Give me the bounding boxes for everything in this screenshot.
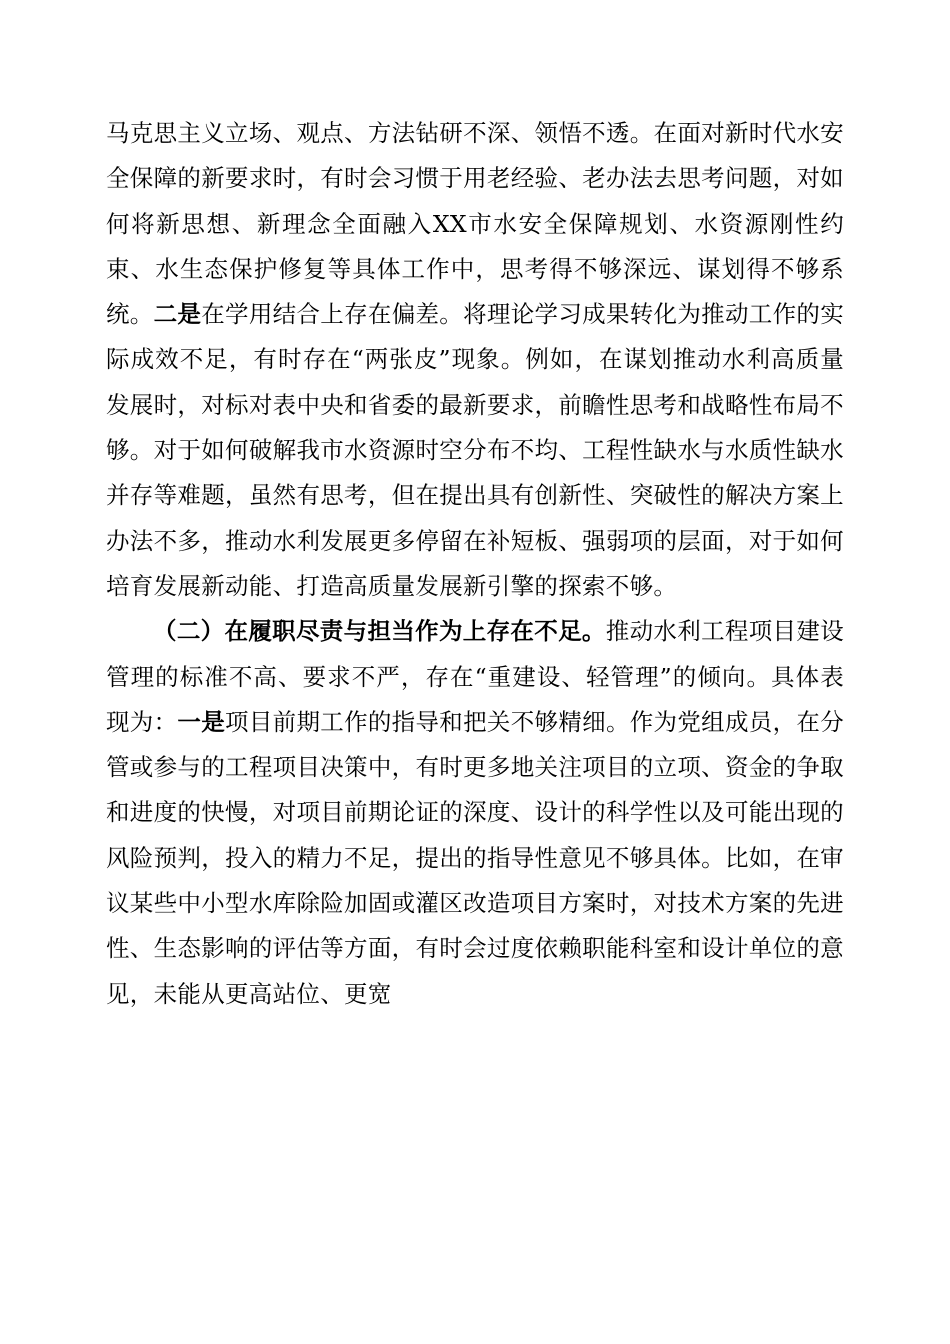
paragraph-1: [106, 111, 844, 609]
point-one-label: 一是: [177, 707, 226, 736]
section-heading-two: （二）在履职尽责与担当作为上存在不足。: [153, 617, 606, 646]
paragraph-1-text-b: 在学用结合上存在偏差。将理论学习成果转化为推动工作的实际成效不足，有时存在“两张皮”现象。例如，在谋划推动水利高质量发展时，对标对表中央和省委的最新要求，前瞻性思考和战略性布局不够。对于如何破解我市水资源时空分布不均、工程性缺水与水质性缺水并存等难题，虽然有思考，但在提出具有创新性、突破性的解决方案上办法不多，推动水利发展更多停留在补短板、强弱项的层面，对于如何培育发展新动能、打造高质量发展新引擎的探索不够。: [106, 300, 844, 600]
point-two-label: 二是: [153, 300, 202, 329]
paragraph-2-text-b: 项目前期工作的指导和把关不够精细。作为党组成员，在分管或参与的工程项目决策中，有时更多地关注项目的立项、资金的争取和进度的快慢，对项目前期论证的深度、设计的科学性以及可能出现的风险预判，投入的精力不足，提出的指导性意见不够具体。比如，在审议某些中小型水库除险加固或灌区改造项目方案时，对技术方案的先进性、生态影响的评估等方面，有时会过度依赖职能科室和设计单位的意见，未能从更高站位、更宽: [106, 707, 844, 1008]
paragraph-2: [106, 609, 844, 1017]
paragraph-1-text-a: 马克思主义立场、观点、方法钻研不深、领悟不透。在面对新时代水安全保障的新要求时，有时会习惯于用老经验、老办法去思考问题，对如何将新思想、新理念全面融入XX市水安全保障规划、水资源刚性约束、水生态保护修复等具体工作中，思考得不够深远、谋划得不够系统。: [106, 119, 844, 329]
paragraph-2-text-a: 推动水利工程项目建设管理的标准不高、要求不严，存在“重建设、轻管理”的倾向。具体表现为：: [106, 617, 845, 736]
document-page: [106, 111, 844, 1017]
